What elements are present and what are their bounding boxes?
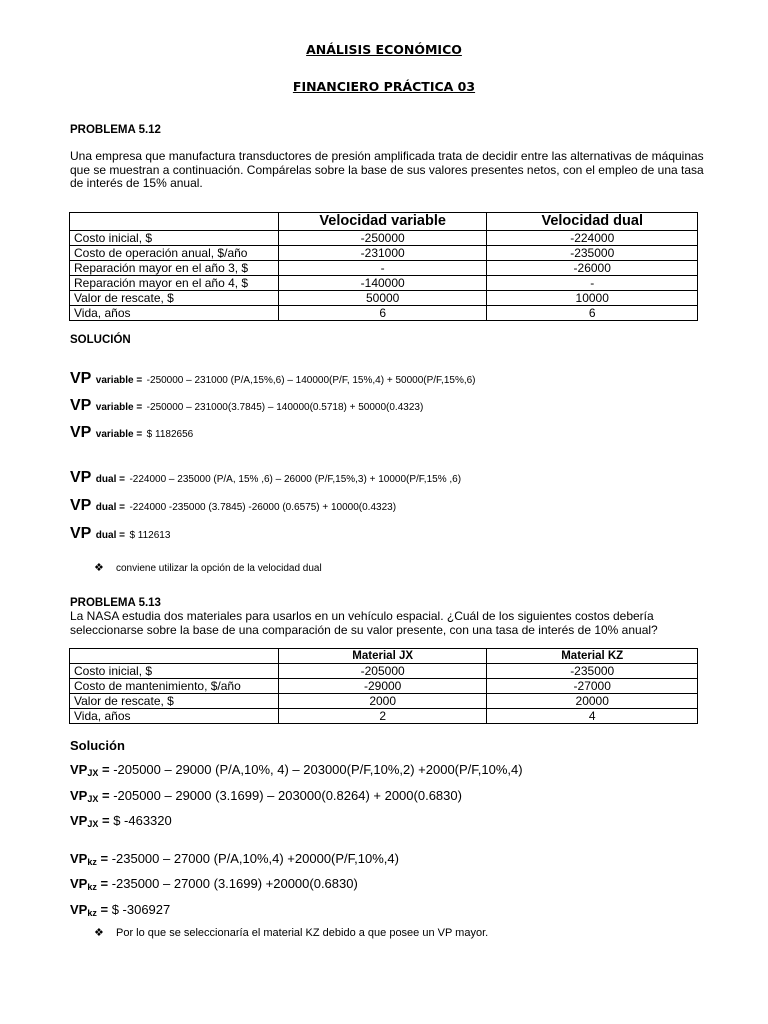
equation-subscript: JX — [87, 768, 99, 778]
equation-label: variable = — [95, 375, 143, 386]
equation-line — [70, 424, 193, 442]
equation-vp: VP — [70, 424, 92, 441]
table-cell: -250000 — [278, 231, 487, 246]
table-row — [70, 261, 698, 276]
equation-line — [70, 788, 462, 804]
table-cell: Valor de rescate, $ — [70, 694, 279, 709]
equation-text: $ -306927 — [111, 902, 171, 917]
equation-line — [70, 762, 523, 778]
equation-line — [70, 469, 461, 487]
equation-text: -250000 – 231000 (P/A,15%,6) – 140000(P/F, 15%,4) + 50000(P/F,15%,6) — [146, 375, 476, 386]
table-cell: 6 — [487, 306, 698, 321]
table-cell: 10000 — [487, 291, 698, 306]
table-row — [70, 679, 698, 694]
table-header-cell — [70, 649, 279, 664]
table-cell: -235000 — [487, 664, 698, 679]
table-cell: Reparación mayor en el año 4, $ — [70, 276, 279, 291]
table-cell: Costo inicial, $ — [70, 664, 279, 679]
equation-line — [70, 813, 172, 829]
conclusion-bullet — [94, 561, 322, 574]
equation-line — [70, 397, 423, 415]
equation-subscript: JX — [87, 794, 99, 804]
table-cell: 20000 — [487, 694, 698, 709]
equation-vp: VP — [70, 788, 88, 803]
equation-line — [70, 876, 358, 892]
table-header-cell: Material KZ — [487, 649, 698, 664]
conclusion-bullet — [94, 926, 488, 939]
table-header-row — [70, 213, 698, 231]
equation-text: $ -463320 — [113, 813, 172, 828]
table-cell: -235000 — [487, 246, 698, 261]
equation-text: $ 112613 — [129, 530, 171, 541]
equation-text: -205000 – 29000 (3.1699) – 203000(0.8264) + 2000(0.6830) — [113, 788, 462, 803]
equation-line — [70, 851, 399, 867]
table-cell: - — [487, 276, 698, 291]
table-row — [70, 306, 698, 321]
table-header-cell: Velocidad variable — [278, 213, 487, 231]
equation-subscript: JX — [87, 819, 99, 829]
table-cell: -224000 — [487, 231, 698, 246]
diamond-bullet-icon: ❖ — [94, 562, 104, 574]
table-cell: Valor de rescate, $ — [70, 291, 279, 306]
equation-vp: VP — [70, 497, 92, 514]
diamond-bullet-icon: ❖ — [94, 927, 104, 939]
table-cell: Vida, años — [70, 709, 279, 724]
equation-text: $ 1182656 — [146, 429, 194, 440]
table-cell: 2000 — [278, 694, 487, 709]
table-cell: -140000 — [278, 276, 487, 291]
equation-line — [70, 902, 170, 918]
table-row — [70, 276, 698, 291]
solution-heading: Solución — [70, 738, 125, 753]
problem-5-13-heading: PROBLEMA 5.13 — [70, 597, 161, 609]
table-cell: - — [278, 261, 487, 276]
equation-equals: = — [96, 876, 112, 891]
table-header-cell — [70, 213, 279, 231]
table-cell: 4 — [487, 709, 698, 724]
solution-heading: SOLUCIÓN — [70, 334, 131, 346]
table-header-cell: Velocidad dual — [487, 213, 698, 231]
equation-vp: VP — [70, 370, 92, 387]
table-cell: -27000 — [487, 679, 698, 694]
table-cell: -205000 — [278, 664, 487, 679]
table-cell: 50000 — [278, 291, 487, 306]
equation-equals: = — [98, 788, 114, 803]
equation-label: variable = — [95, 429, 143, 440]
equation-text: -224000 – 235000 (P/A, 15% ,6) – 26000 (P/F,15%,3) + 10000(P/F,15% ,6) — [129, 474, 462, 485]
equation-vp: VP — [70, 525, 92, 542]
conclusion-text: Por lo que se seleccionaría el material KZ debido a que posee un VP mayor. — [116, 927, 489, 939]
table-cell: -29000 — [278, 679, 487, 694]
problem-5-12-statement: Una empresa que manufactura transductores de presión amplificada trata de decidir entre las alternativas de máquinas que se muestran a continuación. Compárelas sobre la base de sus valores presentes netos, con el empleo de una tasa de interés de 15% anual. — [70, 149, 704, 190]
equation-subscript: kz — [87, 908, 97, 918]
table-row — [70, 694, 698, 709]
table-cell: -26000 — [487, 261, 698, 276]
equation-text: -205000 – 29000 (P/A,10%, 4) – 203000(P/F,10%,2) +2000(P/F,10%,4) — [113, 762, 523, 777]
table-row — [70, 709, 698, 724]
table-row — [70, 664, 698, 679]
equation-subscript: kz — [87, 857, 97, 867]
equation-equals: = — [96, 851, 112, 866]
equation-vp: VP — [70, 902, 88, 917]
equation-equals: = — [98, 762, 114, 777]
equation-label: variable = — [95, 402, 143, 413]
table-header-cell: Material JX — [278, 649, 487, 664]
problem-5-13-statement: La NASA estudia dos materiales para usarlos en un vehículo espacial. ¿Cuál de los siguientes costos debería seleccionarse sobre la base de una comparación de su valor presente, con una tasa de interés de 10% anual? — [70, 609, 658, 637]
equation-label: dual = — [95, 530, 125, 541]
equation-subscript: kz — [87, 882, 97, 892]
table-row — [70, 291, 698, 306]
table-cell: Costo de mantenimiento, $/año — [70, 679, 279, 694]
equation-vp: VP — [70, 813, 88, 828]
conclusion-text: conviene utilizar la opción de la velocidad dual — [116, 563, 322, 574]
table-cell: 6 — [278, 306, 487, 321]
document-title-line2: FINANCIERO PRÁCTICA 03 — [292, 79, 476, 94]
equation-line — [70, 370, 476, 388]
equation-vp: VP — [70, 397, 92, 414]
equation-line — [70, 497, 396, 515]
equation-text: -235000 – 27000 (P/A,10%,4) +20000(P/F,10%,4) — [111, 851, 399, 866]
table-cell: 2 — [278, 709, 487, 724]
equation-vp: VP — [70, 851, 88, 866]
table-row — [70, 246, 698, 261]
table-row — [70, 231, 698, 246]
machines-comparison-table — [69, 212, 698, 321]
equation-vp: VP — [70, 762, 88, 777]
equation-text: -235000 – 27000 (3.1699) +20000(0.6830) — [111, 876, 358, 891]
table-cell: -231000 — [278, 246, 487, 261]
table-header-row — [70, 649, 698, 664]
table-cell: Costo inicial, $ — [70, 231, 279, 246]
equation-vp: VP — [70, 876, 88, 891]
equation-text: -250000 – 231000(3.7845) – 140000(0.5718) + 50000(0.4323) — [146, 402, 424, 413]
equation-line — [70, 525, 170, 543]
equation-equals: = — [98, 813, 114, 828]
problem-5-12-heading: PROBLEMA 5.12 — [70, 124, 161, 136]
table-cell: Vida, años — [70, 306, 279, 321]
equation-vp: VP — [70, 469, 92, 486]
table-cell: Costo de operación anual, $/año — [70, 246, 279, 261]
equation-label: dual = — [95, 502, 125, 513]
equation-label: dual = — [95, 474, 125, 485]
document-title-line1: ANÁLISIS ECONÓMICO — [306, 42, 462, 57]
equation-text: -224000 -235000 (3.7845) -26000 (0.6575) + 10000(0.4323) — [129, 502, 397, 513]
table-cell: Reparación mayor en el año 3, $ — [70, 261, 279, 276]
equation-equals: = — [96, 902, 112, 917]
materials-comparison-table — [69, 648, 698, 724]
